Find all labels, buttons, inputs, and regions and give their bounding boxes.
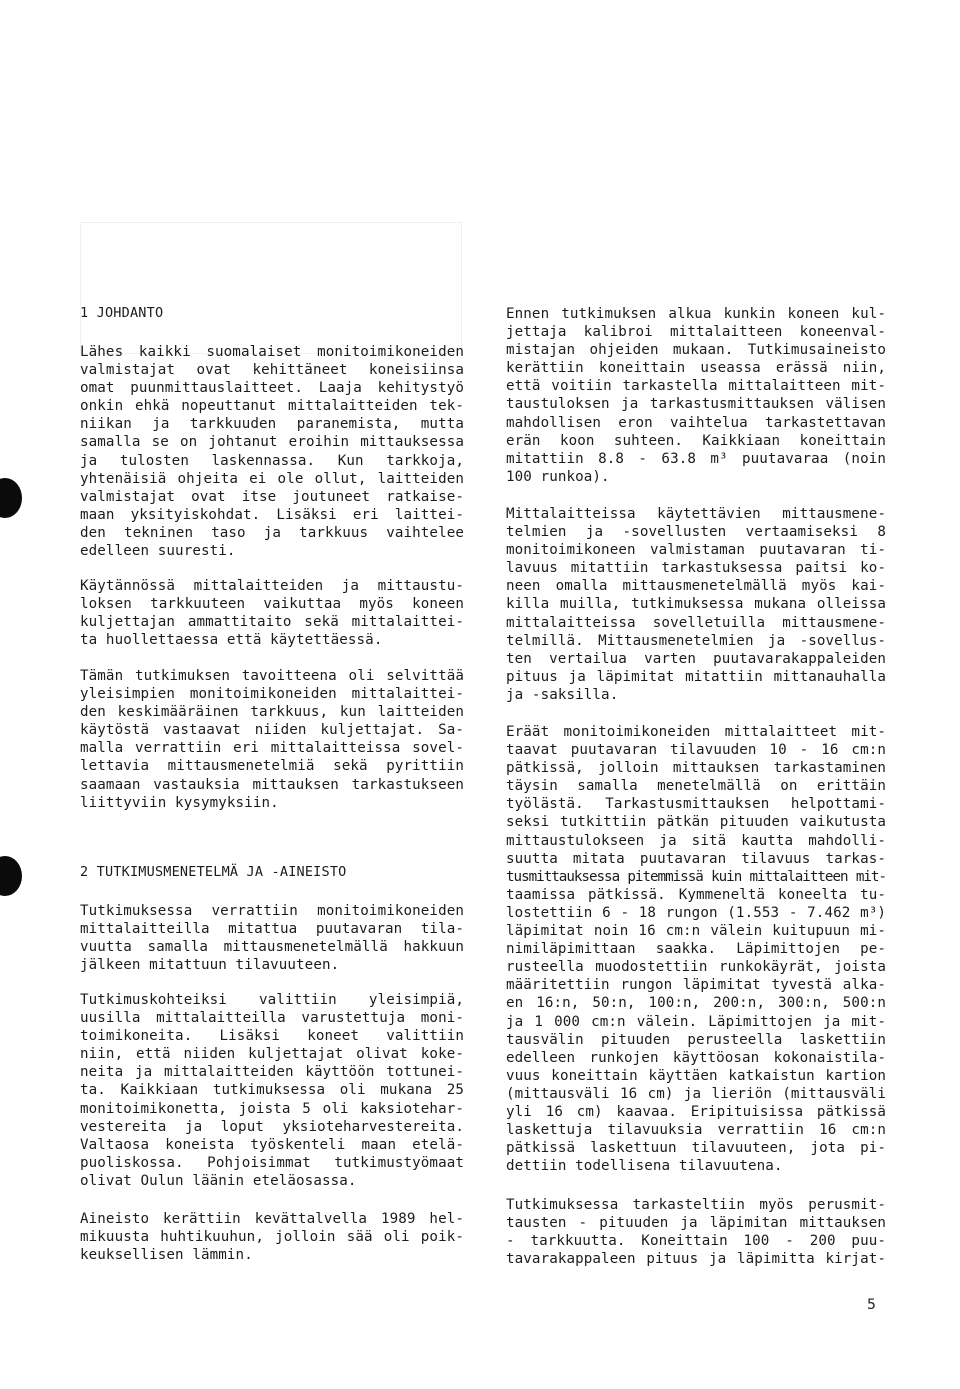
text-line: mittalaitteissa sovelletuilla mittausmene- [506,614,886,631]
text-line: täysin samalla menetelmällä on erittäin [506,778,886,795]
text-line: mittaustulokseen ja sitä kautta mahdolli- [506,832,886,849]
text-line: loksen tarkkuuteen vaikuttaa myös koneen [80,596,464,613]
text-line: maan yksityiskohdat. Lisäksi eri laittei- [80,506,464,523]
text-line: 100 runkoa). [506,468,610,485]
text-line: mistajan ohjeiden mukaan. Tutkimusaineisto [506,342,886,359]
text-line: Valtaosa koneista työskenteli maan etelä- [80,1136,464,1153]
text-line: läpimitat noin 16 cm:n välein kuitupuun mi- [506,923,886,940]
text-line: ja tulosten laskennassa. Kun tarkkoja, [80,452,464,469]
text-line: laskettuja tilavuuksia verrattiin 16 cm:n [506,1122,886,1139]
text-line: seksi tutkittiin pätkän pituuden vaikutusta [506,814,886,831]
text-line: - tarkkuutta. Koneittain 100 - 200 puu- [506,1233,886,1250]
paragraph [506,1196,886,1268]
text-line: taustuloksen ja tarkastusmittauksen välisen [506,396,886,413]
text-line: käytöstä vastaavat niiden kuljettajat. Sa- [80,722,464,739]
text-line: den tekninen taso ja tarkkuus vaihtelee [80,524,464,541]
text-line: en 16:n, 50:n, 100:n, 200:n, 300:n, 500:n [506,995,886,1012]
text-line: pätkissä, jolloin mittauksen tarkastaminen [506,760,886,777]
paragraph [80,991,464,1190]
text-line: samalla se on johtanut eroihin mittauksessa [80,434,464,451]
text-line: (mittausväli 16 cm) ja lieriön (mittausväli [506,1085,886,1102]
text-line: työlästä. Tarkastusmittauksen helpottami- [506,796,886,813]
text-line: neita ja mittalaitteiden käyttöön tottunei- [80,1064,464,1081]
text-line: Eräät monitoimikoneiden mittalaitteet mit- [506,724,886,740]
text-line: Mittalaitteissa käytettävien mittausmene- [506,506,886,522]
text-line: määritettiin rungon läpimitat tyvestä alka- [506,977,886,994]
text-line: mikuusta huhtikuuhun, jolloin sää oli poik- [80,1229,464,1246]
text-line: lostettiin 6 - 18 rungon (1.553 - 7.462 m³) [506,904,886,921]
text-line: puoliskossa. Pohjoisimmat tutkimustyömaat [80,1154,464,1171]
text-line: edelleen suuresti. [80,543,236,560]
text-line: keuksellisen lämmin. [80,1247,253,1264]
text-line: omat puunmittauslaitteet. Laaja kehitystyö [80,380,464,397]
text-line: ten vertailua varten puutavarakappaleiden [506,650,886,667]
text-line: niin, että niiden kuljettajat olivat koke- [80,1046,464,1063]
text-line: lettavia mittausmenetelmiä sekä pyrittiin [80,758,464,775]
punch-hole-icon [0,856,22,896]
text-line: valmistajat ovat itse joutuneet ratkaise- [80,488,464,505]
text-line: kuljettajan ammattitaito sekä mittalaittei- [80,614,464,631]
text-line: liittyviin kysymyksiin. [80,794,279,811]
text-line: ta huollettaessa että käytettäessä. [80,632,383,649]
text-line: Tämän tutkimuksen tavoitteena oli selvittää [80,668,464,684]
text-line: Ennen tutkimuksen alkua kunkin koneen kul- [506,306,886,322]
text-line: taamissa pätkissä. Kymmeneltä koneelta tu- [506,886,886,903]
text-line: neen omalla mittausmenetelmällä myös kai- [506,578,886,595]
text-line: että voitiin tarkastella mittalaitteen mit- [506,378,886,395]
section-2-heading: 2 TUTKIMUSMENETELMÄ JA -AINEISTO [80,864,347,880]
text-line: nimiläpimittaan saakka. Läpimittojen pe- [506,941,886,958]
text-line: Aineisto kerättiin kevättalvella 1989 hel- [80,1211,464,1227]
text-line: Tutkimuksessa tarkasteltiin myös perusmit- [506,1197,886,1213]
show-through-block-c [500,188,880,288]
text-line: mahdollisen eron vaihtelua tarkastettavan [506,414,886,431]
text-line: mittalaitteilla mitattua puutavaran tila- [80,921,464,938]
text-line: kerättiin koneittain useassa erässä niin, [506,360,886,377]
punch-hole-icon [0,478,22,518]
text-line: tausten - pituuden ja läpimitan mittauksen [506,1215,886,1232]
text-line: yleisimpien monitoimikoneiden mittalaittei- [80,686,464,703]
text-line: dettiin todellisena tilavuutena. [506,1158,783,1175]
text-line: saamaan vastauksia mittauksen tarkastukseen [80,776,464,793]
page-number: 5 [867,1297,876,1313]
text-line: suutta mitata puutavaran tilavuus tarkas- [506,850,886,867]
text-line: valmistajat ovat kehittäneet koneisiinsa [80,362,464,379]
text-line: onkin ehkä nopeuttanut mittalaitteiden tek- [80,398,464,415]
text-line: tusmittauksessa pitemmissä kuin mittalaitteen mit- [506,868,886,885]
text-line: vestereita ja loput yksioteharvestereita. [80,1118,464,1135]
text-line: mitattiin 8.8 - 63.8 m³ puutavaraa (noin [506,450,886,467]
paragraph [80,343,464,560]
paragraph [506,505,886,704]
text-line: toimikoneita. Lisäksi koneet valittiin [80,1028,464,1045]
text-line: vuus koneittain käyttäen katkaistun kartion [506,1067,886,1084]
text-line: jälkeen mitattuun tilavuuteen. [80,957,340,974]
text-line: monitoimikonetta, joista 5 oli kaksiotehar- [80,1100,464,1117]
show-through-block-b [500,96,880,166]
text-line: telmien ja -sovellusten vertaamiseksi 8 [506,524,886,541]
text-line: malla verrattiin eri mittalaitteissa sovel- [80,740,464,757]
text-line: Tutkimuskohteiksi valittiin yleisimpiä, [80,992,464,1008]
text-line: Lähes kaikki suomalaiset monitoimikoneiden [80,344,464,360]
text-line: yli 16 cm) kaavaa. Eripituisissa pätkissä [506,1103,886,1120]
text-line: yhtenäisiä ohjeita ei ole ollut, laitteiden [80,470,464,487]
paragraph [80,902,464,974]
text-line: erän koon suhteen. Kaikkiaan koneittain [506,432,886,449]
paragraph [80,667,464,812]
text-line: olivat Oulun läänin eteläosassa. [80,1172,357,1189]
text-line: lavuus mitattiin tarkastuksessa paitsi ko- [506,560,886,577]
text-line: killa muilla, tutkimuksessa mukana olleissa [506,596,886,613]
paragraph [506,723,886,1175]
show-through-table [80,222,462,354]
text-line: monitoimikoneen valmistaman puutavaran ti- [506,542,886,559]
section-1-heading: 1 JOHDANTO [80,305,164,321]
text-line: ja 1 000 cm:n välein. Läpimittojen ja mit- [506,1013,886,1030]
text-line: telmillä. Mittausmenetelmien ja -sovellus- [506,632,886,649]
text-line: vuutta samalla mittausmenetelmällä hakkuun [80,939,464,956]
text-line: pätkissä laskettuun tilavuuteen, jota pi- [506,1140,886,1157]
paragraph [506,305,886,486]
show-through-block-a [372,96,472,116]
text-line: Tutkimuksessa verrattiin monitoimikoneiden [80,903,464,919]
text-line: taavat puutavaran tilavuuden 10 - 16 cm:n [506,742,886,759]
text-line: rusteella muodostettiin runkokäyrät, joista [506,959,886,976]
text-line: niikan ja tarkkuuden paranemista, mutta [80,416,464,433]
text-line: tausvälin pituuden perusteella laskettiin [506,1031,886,1048]
paragraph [80,577,464,649]
text-line: pituus ja läpimitat mitattiin mittanauhalla [506,668,886,685]
text-line: Käytännössä mittalaitteiden ja mittaustu- [80,578,464,594]
text-line: den keskimääräinen tarkkuus, kun laitteiden [80,704,464,721]
text-line: ta. Kaikkiaan tutkimuksessa oli mukana 25 [80,1082,464,1099]
text-line: jettaja kalibroi mittalaitteen koneenval- [506,324,886,341]
text-line: edelleen runkojen käyttöosan kokonaistila- [506,1049,886,1066]
text-line: ja -saksilla. [506,686,619,703]
text-line: tavarakappaleen pituus ja läpimitta kirjat- [506,1251,886,1268]
text-line: uusilla mittalaitteilla varustettuja moni- [80,1010,464,1027]
paragraph [80,1210,464,1264]
